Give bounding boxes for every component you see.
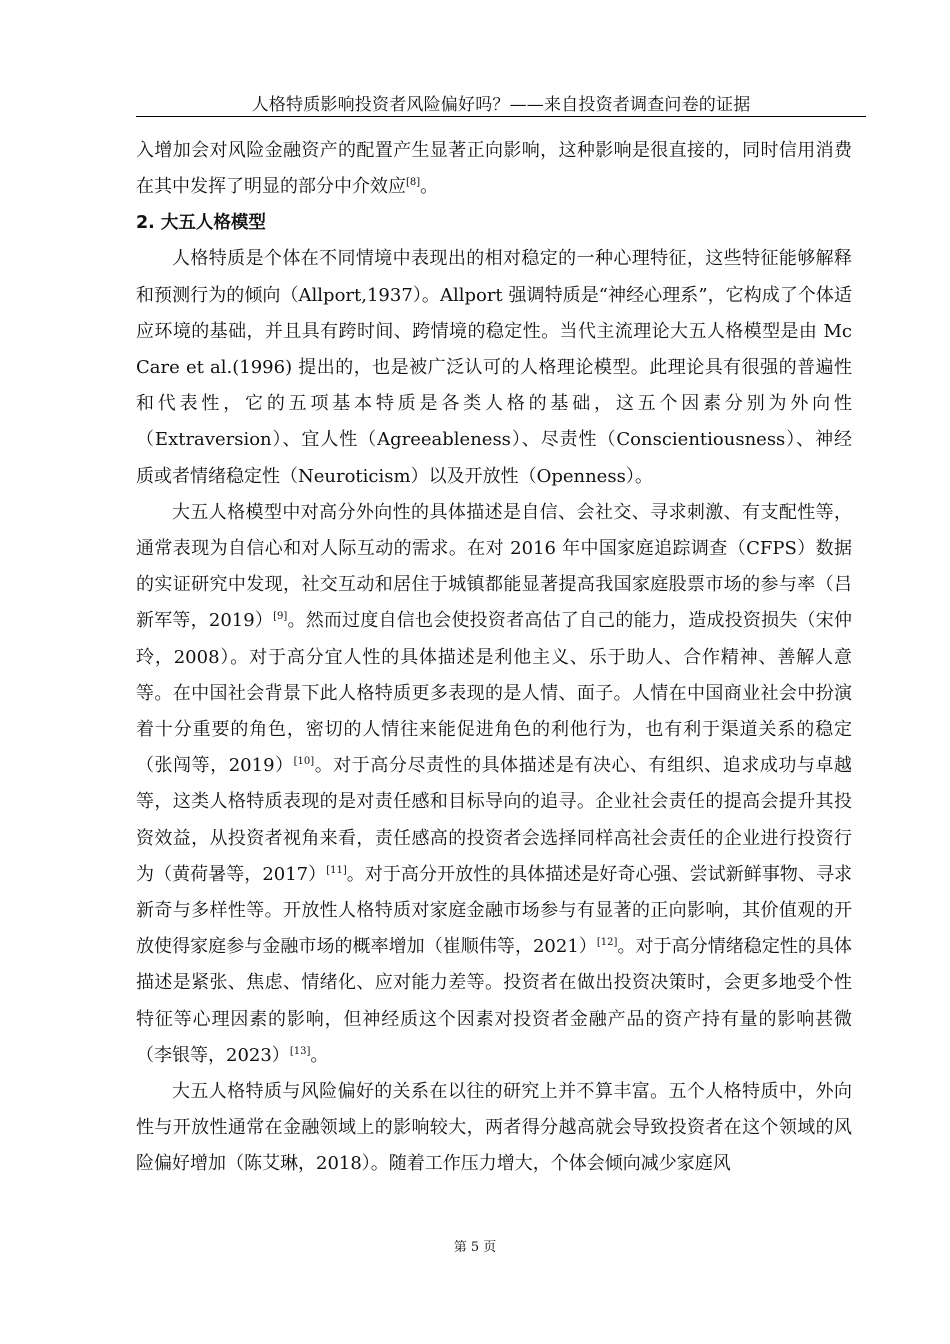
paragraph-definition: 人格特质是个体在不同情境中表现出的相对稳定的一种心理特征，这些特征能够解释和预测行为的倾向（Allport,1937）。Allport 强调特质是“神经心理系”，它构成了个体适应环境的基础，并且具有跨时间、跨情境的稳定性。当代主流理论大五人格模型是由 Mc Care et al.(1996) 提出的，也是被广泛认可的人格理论模型。此理论具有很强的普遍性和代表性，它的五项基本特质是各类人格的基础，这五个因素分别为外向性（Extraversion）、宜人性（Agreeableness）、尽责性（Conscientiousness）、神经质或者情绪稳定性（Neuroticism）以及开放性（Openness）。 <box>136 248 852 487</box>
paragraph-text: 。对于高分情绪稳定性的具体描述是紧张、焦虑、情绪化、应对能力差等。投资者在做出投资决策时，会更多地受个性特征等心理因素的影响，但神经质这个因素对投资者金融产品的资产持有量的影响甚微（李银等，2023） <box>136 936 853 1066</box>
paragraph-text: 。然而过度自信也会使投资者高估了自己的能力，造成投资损失（宋仲玲，2008）。对于高分宜人性的具体描述是利他主义、乐于助人、合作精神、善解人意等。在中国社会背景下此人格特质更多表现的是人情、面子。人情在中国商业社会中扮演着十分重要的角色，密切的人情往来能促进角色的利他行为，也有利于渠道关系的稳定（张闯等，2019） <box>136 610 852 777</box>
paragraph-traits <box>136 495 852 1074</box>
paragraph-text: 。对于高分开放性的具体描述是好奇心强、尝试新鲜事物、寻求新奇与多样性等。开放性人格特质对家庭金融市场参与有显著的正向影响，其价值观的开放使得家庭参与金融市场的概率增加（崔顺伟等，2021） <box>136 863 853 958</box>
page-body <box>136 133 852 1183</box>
page-number: 第 5 页 <box>453 1240 497 1255</box>
paragraph-risk-preference: 大五人格特质与风险偏好的关系在以往的研究上并不算丰富。五个人格特质中，外向性与开放性通常在金融领域上的影响较大，两者得分越高就会导致投资者在这个领域的风险偏好增加（陈艾琳，2018）。随着工作压力增大，个体会倾向减少家庭风 <box>136 1081 852 1175</box>
header-rule <box>136 116 866 117</box>
paragraph-text: 大五人格模型中对高分外向性的具体描述是自信、会社交、寻求刺激、有支配性等，通常表现为自信心和对人际互动的需求。在对 2016 年中国家庭追踪调查（CFPS）数据的实证研究中发现，社交互动和居住于城镇都能显著提高我国家庭股票市场的参与率（吕新军等，2019） <box>136 501 852 632</box>
citation-ref: [12] <box>596 937 618 949</box>
paragraph-text: 。 <box>420 176 439 198</box>
paragraph-text: 入增加会对风险金融资产的配置产生显著正向影响，这种影响是很直接的，同时信用消费在其中发挥了明显的部分中介效应 <box>136 140 852 198</box>
citation-ref: [8] <box>406 177 421 189</box>
paragraph-text: 。对于高分尽责性的具体描述是有决心、有组织、追求成功与卓越等，这类人格特质表现的是对责任感和目标导向的追寻。企业社会责任的提高会提升其投资效益，从投资者视角来看，责任感高的投资者会选择同样高社会责任的企业进行投资行为（黄荷暑等，2017） <box>136 755 853 885</box>
citation-ref: [9] <box>273 611 288 623</box>
continued-paragraph <box>136 133 852 205</box>
citation-ref: [10] <box>293 756 315 768</box>
citation-ref: [13] <box>289 1045 311 1057</box>
citation-ref: [11] <box>326 864 347 876</box>
paragraph-text: 。 <box>310 1044 329 1066</box>
section-heading: 2. 大五人格模型 <box>136 213 266 234</box>
running-header: 人格特质影响投资者风险偏好吗？——来自投资者调查问卷的证据 <box>251 95 751 115</box>
